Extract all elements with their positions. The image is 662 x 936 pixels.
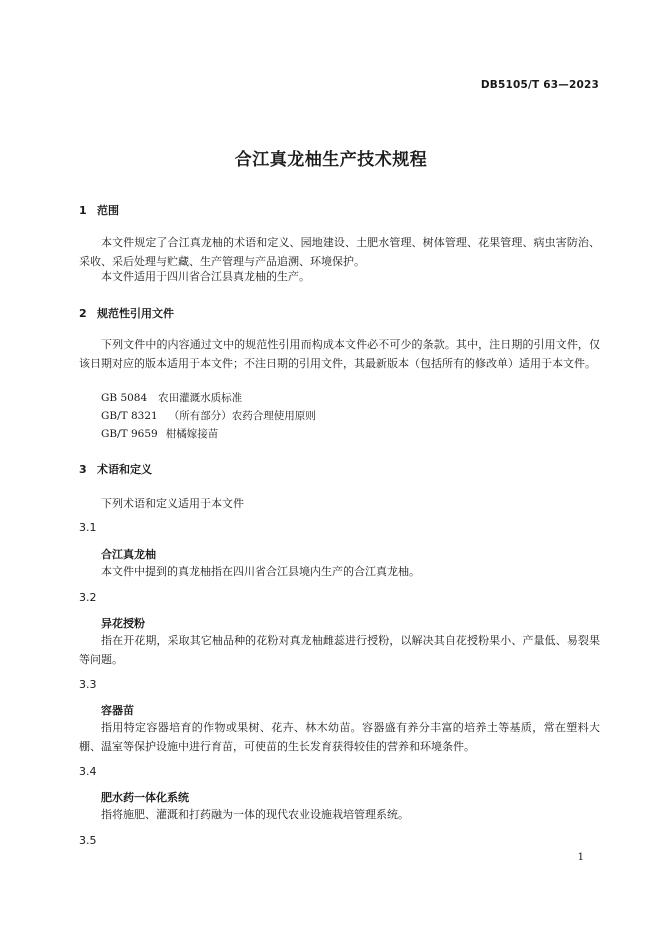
section-1-paragraph-2: 本文件适用于四川省合江县真龙柚的生产。 [101,270,310,283]
term-number: 3.4 [79,765,97,778]
reference-item [101,426,218,441]
reference-title: 柑橘嫁接苗 [165,428,219,440]
term-name: 合江真龙柚 [101,548,156,561]
section-number: 2 [79,307,87,320]
section-1-heading [79,202,119,218]
term-number: 3.3 [79,678,97,691]
section-number: 1 [79,204,87,217]
section-number: 3 [79,463,87,476]
section-1-paragraph-1: 本文件规定了合江真龙柚的术语和定义、园地建设、土肥水管理、树体管理、花果管理、病虫害防治、采收、采后处理与贮藏、生产管理与产品追溯、环境保护。 [79,236,600,268]
page-number: 1 [577,852,584,863]
section-title: 范围 [97,204,119,217]
document-title: 合江真龙柚生产技术规程 [234,150,428,170]
term-definition: 指将施肥、灌溉和打药融为一体的现代农业设施栽培管理系统。 [101,808,409,821]
reference-code: GB 5084 [101,392,148,404]
section-2-paragraph: 下列文件中的内容通过文中的规范性引用而构成本文件必不可少的条款。其中，注日期的引用文件，仅该日期对应的版本适用于本文件；不注日期的引用文件，其最新版本（包括所有的修改单）适用于本文件。 [79,338,600,370]
section-title: 规范性引用文件 [97,307,174,320]
term-name: 异花授粉 [101,617,145,630]
term-name: 容器苗 [101,704,134,717]
term-number: 3.5 [79,834,97,847]
reference-item [101,408,316,423]
term-number: 3.2 [79,591,97,604]
reference-title: 农田灌溉水质标准 [158,392,243,404]
reference-code: GB/T 9659 [101,428,158,440]
section-2-heading [79,305,174,321]
section-3-intro: 下列术语和定义适用于本文件 [101,497,244,510]
term-definition: 指用特定容器培育的作物或果树、花卉、林木幼苗。容器盛有养分丰富的培养土等基质，常在塑料大棚、温室等保护设施中进行育苗，可使苗的生长发育获得较佳的营养和环境条件。 [79,721,600,753]
term-definition: 指在开花期，采取其它柚品种的花粉对真龙柚雌蕊进行授粉，以解决其自花授粉果小、产量低、易裂果等问题。 [79,634,600,666]
reference-title: （所有部分）农药合理使用原则 [168,410,316,422]
term-definition: 本文件中提到的真龙柚指在四川省合江县境内生产的合江真龙柚。 [101,565,420,578]
standard-code: DB5105/T 63—2023 [480,79,599,91]
reference-item [101,390,242,405]
section-title: 术语和定义 [97,463,152,476]
term-name: 肥水药一体化系统 [101,791,189,804]
term-number: 3.1 [79,521,97,534]
reference-code: GB/T 8321 [101,410,158,422]
section-3-heading [79,461,152,477]
